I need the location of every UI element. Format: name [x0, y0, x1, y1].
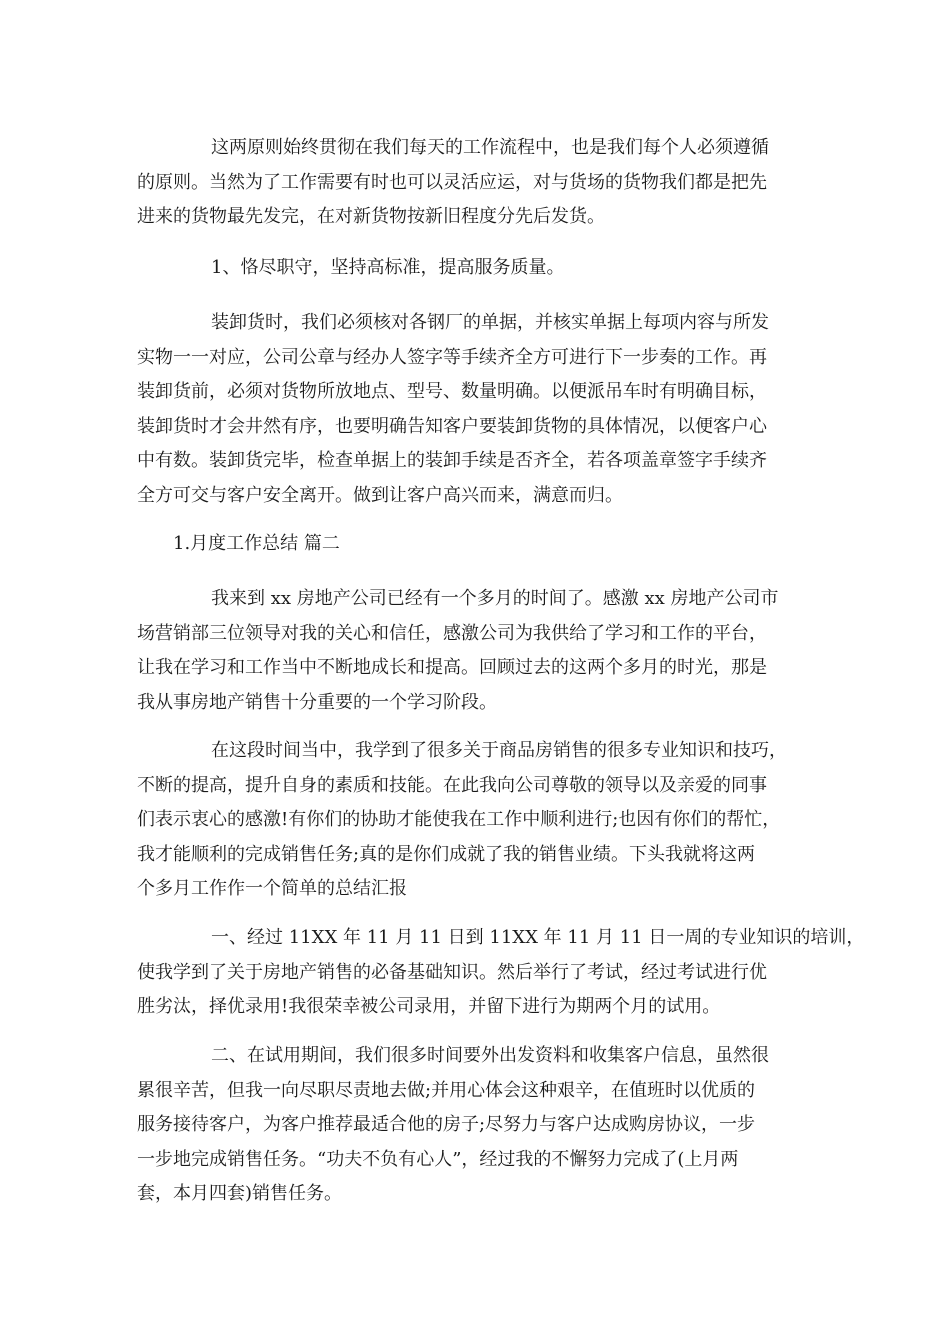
paragraph-principles: [137, 131, 837, 235]
text-line: 胜劣汰，择优录用!我很荣幸被公司录用，并留下进行为期两个月的试用。: [137, 996, 721, 1017]
heading-text: 1.月度工作总结 篇二: [173, 533, 340, 554]
text-line: 实物一一对应，公司公章与经办人签字等手续齐全方可进行下一步奏的工作。再: [137, 346, 767, 368]
text-line: 1、恪尽职守，坚持高标准，提高服务质量。: [211, 257, 565, 278]
text-line: 全方可交与客户安全离开。做到让客户高兴而来，满意而归。: [137, 484, 623, 506]
text-line: 我从事房地产销售十分重要的一个学习阶段。: [137, 691, 497, 713]
text-line: 进来的货物最先发完，在对新货物按新旧程度分先后发货。: [137, 206, 605, 227]
paragraph-training: [137, 921, 865, 1025]
paragraph-loading: [137, 306, 837, 513]
text-line: 服务接待客户，为客户推荐最适合他的房子;尽努力与客户达成购房协议，一步: [137, 1114, 756, 1135]
text-line: 装卸货前，必须对货物所放地点、型号、数量明确。以便派吊车时有明确目标，: [137, 381, 767, 402]
text-line: 一、经过 11XX 年 11 月 11 日到 11XX 年 11 月 11 日一周的专业知识的培训，: [211, 927, 865, 948]
text-line: 中有数。装卸货完毕，检查单据上的装卸手续是否齐全，若各项盖章签字手续齐: [137, 450, 767, 471]
text-line: 的原则。当然为了工作需要有时也可以灵活应运，对与货场的货物我们都是把先: [137, 171, 767, 193]
text-line: 不断的提高，提升自身的素质和技能。在此我向公司尊敬的领导以及亲爱的同事: [137, 774, 767, 796]
text-line: 装卸货时才会井然有序，也要明确告知客户要装卸货物的具体情况，以便客户心: [137, 415, 767, 437]
text-line: 二、在试用期间，我们很多时间要外出发资料和收集客户信息，虽然很: [211, 1045, 769, 1066]
text-line: 使我学到了关于房地产销售的必备基础知识。然后举行了考试，经过考试进行优: [137, 961, 767, 983]
text-line: 我才能顺利的完成销售任务;真的是你们成就了我的销售业绩。下头我就将这两: [137, 843, 756, 865]
text-line: 我来到 xx 房地产公司已经有一个多月的时间了。感激 xx 房地产公司市: [211, 588, 779, 609]
text-line: 让我在学习和工作当中不断地成长和提高。回顾过去的这两个多月的时光，那是: [137, 657, 767, 678]
section-heading: [137, 527, 837, 562]
text-line: 一步地完成销售任务。“功夫不负有心人”，经过我的不懈努力完成了(上月两: [137, 1148, 739, 1170]
paragraph-duty-heading: [137, 251, 837, 286]
text-line: 个多月工作作一个简单的总结汇报: [137, 878, 407, 899]
text-line: 们表示衷心的感激!有你们的协助才能使我在工作中顺利进行;也因有你们的帮忙，: [137, 809, 781, 830]
text-line: 在这段时间当中，我学到了很多关于商品房销售的很多专业知识和技巧，: [211, 740, 787, 761]
paragraph-intro: [137, 582, 837, 720]
text-line: 装卸货时，我们必须核对各钢厂的单据，并核实单据上每项内容与所发: [211, 312, 769, 333]
paragraph-learning: [137, 734, 837, 907]
text-line: 场营销部三位领导对我的关心和信任，感激公司为我供给了学习和工作的平台，: [137, 622, 767, 644]
text-line: 套，本月四套)销售任务。: [137, 1183, 343, 1204]
text-line: 累很辛苦，但我一向尽职尽责地去做;并用心体会这种艰辛，在值班时以优质的: [137, 1079, 756, 1101]
paragraph-probation: [137, 1039, 837, 1212]
text-line: 这两原则始终贯彻在我们每天的工作流程中，也是我们每个人必须遵循: [211, 137, 769, 158]
